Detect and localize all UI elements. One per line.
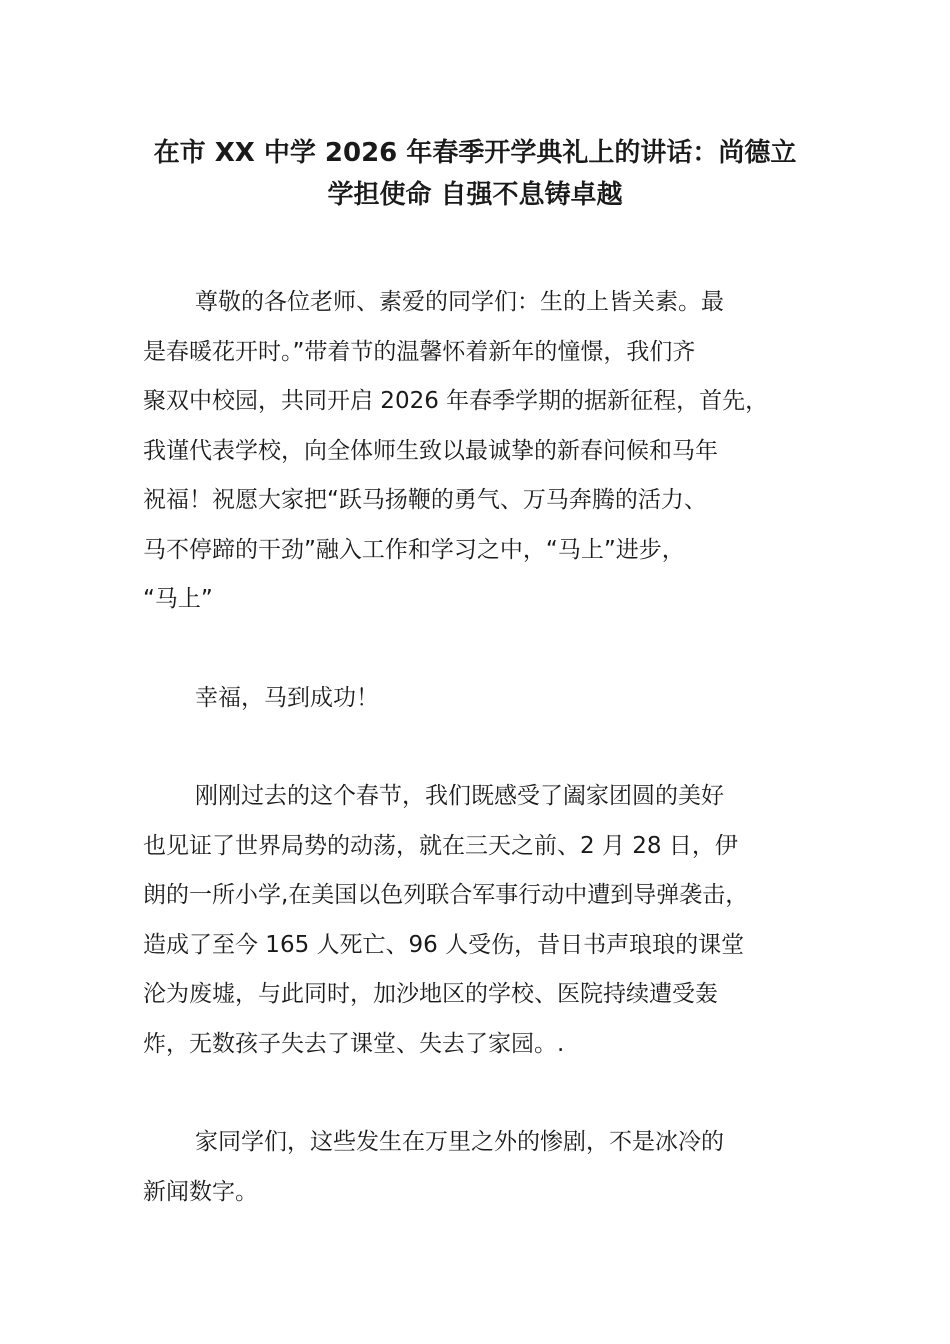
- paragraph-reflection: [143, 1118, 843, 1217]
- paragraph-line: 刚刚过去的这个春节，我们既感受了阖家团圆的美好: [195, 783, 724, 809]
- paragraph-blessing: [143, 674, 843, 724]
- paragraph-line: 炸，无数孩子失去了课堂、失去了家园。.: [143, 1030, 565, 1057]
- paragraph-line: 幸福，马到成功！: [195, 685, 379, 711]
- document-title: [140, 132, 810, 216]
- paragraph-line: 尊敬的各位老师、素爱的同学们：生的上皆关素。最: [195, 289, 724, 315]
- paragraph-line: 我谨代表学校，向全体师生致以最诚挚的新春问候和马年: [143, 437, 718, 464]
- paragraph-line: 聚双中校园，共同开启 2026 年春季学期的据新征程，首先，: [143, 388, 769, 414]
- title-line: 学担使命 自强不息铸卓越: [327, 180, 623, 210]
- paragraph-line: 马不停蹄的干劲”融入工作和学习之中，“马上”进步，: [143, 536, 685, 563]
- paragraph-line: 祝福！祝愿大家把“跃马扬鞭的勇气、万马奔腾的活力、: [143, 487, 707, 513]
- paragraph-line: “马上”: [143, 586, 213, 612]
- paragraph-line: 朗的一所小学,在美国以色列联合军事行动中遭到导弹袭击，: [143, 882, 749, 908]
- paragraph-greeting: [143, 278, 843, 625]
- paragraph-line: 也见证了世界局势的动荡，就在三天之前、2 月 28 日，伊: [143, 832, 738, 859]
- paragraph-world-events: [143, 772, 843, 1069]
- title-line: 在市 XX 中学 2026 年春季开学典礼上的讲话：尚德立: [153, 138, 797, 168]
- paragraph-line: 沦为废墟，与此同时，加沙地区的学校、医院持续遭受轰: [143, 981, 718, 1007]
- paragraph-line: 家同学们，这些发生在万里之外的惨剧，不是冰冷的: [195, 1129, 724, 1155]
- paragraph-line: 新闻数字。: [143, 1178, 258, 1205]
- paragraph-line: 造成了至今 165 人死亡、96 人受伤，昔日书声琅琅的课堂: [143, 931, 745, 958]
- paragraph-line: 是春暖花开时。”带着节的温馨怀着新年的憧憬，我们齐: [143, 338, 696, 365]
